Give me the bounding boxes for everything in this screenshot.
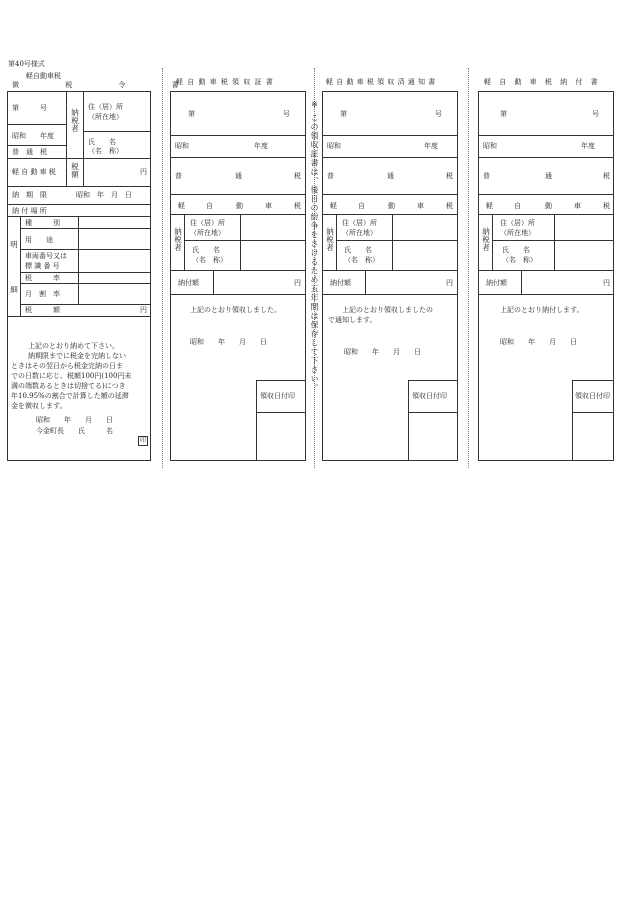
stub-notice-line-5: 満の端数あるときは切捨てる)につき	[11, 382, 126, 390]
stub-row-use: 用 途	[25, 236, 53, 244]
notice-kei-2: 自	[358, 202, 365, 210]
payment-regular-mid: 通	[545, 172, 552, 180]
notice-title: 軽 自 動 車 税 領 収 済 通 知 書	[326, 78, 436, 86]
stub-row-yen: 円	[140, 306, 147, 314]
stub-notice-line-3: ときはその翌日から税金完納の日ま	[11, 362, 123, 370]
notice-yen: 円	[446, 279, 453, 287]
receipt-message: 上記のとおり領収しました。	[190, 306, 281, 314]
stub-yen: 円	[140, 168, 147, 176]
notice-regular-left: 普	[327, 172, 334, 180]
receipt-year-label: 昭和	[175, 142, 189, 150]
receipt-address-label: 住（居）所 （所在地）	[190, 219, 225, 237]
stub-kei-tax: 軽 自 動 車 税	[12, 168, 56, 176]
stub-row-plate-no: 標 識 番 号	[25, 262, 60, 270]
receipt-yen: 円	[294, 279, 301, 287]
payment-yen: 円	[603, 279, 610, 287]
stub-deadline-value: 昭和 年 月 日	[76, 191, 132, 199]
stub-number: 第 号	[12, 104, 47, 112]
notice-kei-1: 軽	[330, 202, 337, 210]
stub-mayor-line: 今金町長 氏 名	[36, 427, 113, 435]
stub-row-vehicle-no: 車両番号又は	[25, 252, 67, 260]
stub-deadline-label: 納 期 限	[12, 191, 47, 199]
notice-number-suffix: 号	[435, 110, 442, 118]
notice-address-label: 住（居）所 （所在地）	[342, 219, 377, 237]
form-number: 第40号様式	[8, 60, 45, 68]
payment-kei-4: 車	[574, 202, 581, 210]
stub-notice-line-2: 納期限までに税金を完納しない	[28, 352, 126, 360]
stub-row-rate: 税 率	[25, 274, 60, 282]
receipt-regular-right: 税	[294, 172, 301, 180]
receipt-stamp-label: 領収日付印	[260, 392, 295, 400]
stub-title-top: 軽自動車税	[26, 72, 61, 80]
receipt-kei-3: 動	[236, 202, 243, 210]
perforation-3	[468, 68, 469, 468]
stub-detail-label: 明 細	[10, 240, 18, 294]
notice-regular-mid: 通	[387, 172, 394, 180]
payment-date-line: 昭和 年 月 日	[500, 338, 577, 346]
receipt-number-suffix: 号	[283, 110, 290, 118]
receipt-kei-5: 税	[294, 202, 301, 210]
payment-address-label: 住（居）所 （所在地）	[500, 219, 535, 237]
notice-kei-5: 税	[446, 202, 453, 210]
stub-notice-line-6: 年10.95%の割合で計算した額の延滞	[11, 392, 129, 400]
payment-payer-label: 納 税 者	[482, 227, 490, 252]
payment-kei-5: 税	[603, 202, 610, 210]
notice-regular-right: 税	[446, 172, 453, 180]
notice-message-1: 上記のとおり領収しましたの	[342, 306, 433, 314]
receipt-regular-mid: 通	[235, 172, 242, 180]
stub-name-label: 氏 名 （名 称）	[88, 138, 123, 155]
stub-row-tax-amount: 税 額	[25, 306, 60, 314]
receipt-payer-label: 納 税 者	[174, 227, 182, 252]
stub-payer-label: 納 税 者	[71, 108, 79, 133]
stub-address-label: 住（居）所 （所在地）	[88, 103, 123, 121]
perforation-1	[162, 68, 163, 468]
payment-year-label: 昭和	[483, 142, 497, 150]
receipt-paid-label: 納付額	[178, 279, 199, 287]
seal-mark: 印	[139, 437, 146, 444]
notice-name-label: 氏 名 （名 称）	[344, 246, 379, 264]
payment-title: 軽 自 動 車 税 納 付 書	[484, 78, 601, 86]
notice-number-label: 第	[340, 110, 347, 118]
payment-message: 上記のとおり納付します。	[500, 306, 584, 314]
payment-year-suffix: 年度	[581, 142, 595, 150]
stub-date-line: 昭和 年 月 日	[36, 416, 113, 424]
stub-title-bottom: 徴 税 令 書	[12, 81, 201, 89]
stub-notice-line-7: 金を徴収します。	[11, 402, 67, 410]
side-note: ※ この領収証書は、後日の紛争をさけるため五年間は保存して下さい。	[310, 100, 319, 393]
receipt-regular-left: 普	[175, 172, 182, 180]
payment-paid-label: 納付額	[486, 279, 507, 287]
payment-number-suffix: 号	[592, 110, 599, 118]
stub-notice-line-1: 上記のとおり納めて下さい。	[28, 342, 119, 350]
receipt-title: 軽 自 動 車 税 領 収 証 書	[176, 78, 274, 86]
notice-year-label: 昭和	[327, 142, 341, 150]
receipt-number-label: 第	[188, 110, 195, 118]
payment-number-label: 第	[500, 110, 507, 118]
payment-regular-right: 税	[603, 172, 610, 180]
notice-message-2: で通知します。	[328, 316, 377, 324]
receipt-name-label: 氏 名 （名 称）	[192, 246, 227, 264]
notice-stamp-label: 領収日付印	[412, 392, 447, 400]
receipt-year-suffix: 年度	[254, 142, 268, 150]
stub-row-monthly-rate: 月 割 率	[25, 290, 60, 298]
notice-paid-label: 納付額	[330, 279, 351, 287]
payment-kei-2: 自	[514, 202, 521, 210]
stub-regular-tax: 普 通 税	[12, 148, 47, 156]
notice-payer-label: 納 税 者	[326, 227, 334, 252]
payment-kei-1: 軽	[486, 202, 493, 210]
notice-date-line: 昭和 年 月 日	[344, 348, 421, 356]
receipt-kei-4: 車	[265, 202, 272, 210]
receipt-date-line: 昭和 年 月 日	[190, 338, 267, 346]
receipt-kei-2: 自	[206, 202, 213, 210]
stub-year: 昭和 年度	[12, 132, 54, 140]
notice-kei-4: 車	[417, 202, 424, 210]
stub-notice-line-4: での日数に応じ、税額100円(100円未	[11, 372, 132, 380]
stub-row-type: 種 別	[25, 219, 60, 227]
stub-tax-amount-label: 税 額	[71, 162, 79, 179]
notice-kei-3: 動	[388, 202, 395, 210]
receipt-kei-1: 軽	[178, 202, 185, 210]
payment-regular-left: 普	[483, 172, 490, 180]
payment-name-label: 氏 名 （名 称）	[502, 246, 537, 264]
notice-year-suffix: 年度	[424, 142, 438, 150]
payment-kei-3: 動	[545, 202, 552, 210]
stub-place-label: 納 付 場 所	[12, 207, 47, 215]
payment-stamp-label: 領収日付印	[575, 392, 610, 400]
